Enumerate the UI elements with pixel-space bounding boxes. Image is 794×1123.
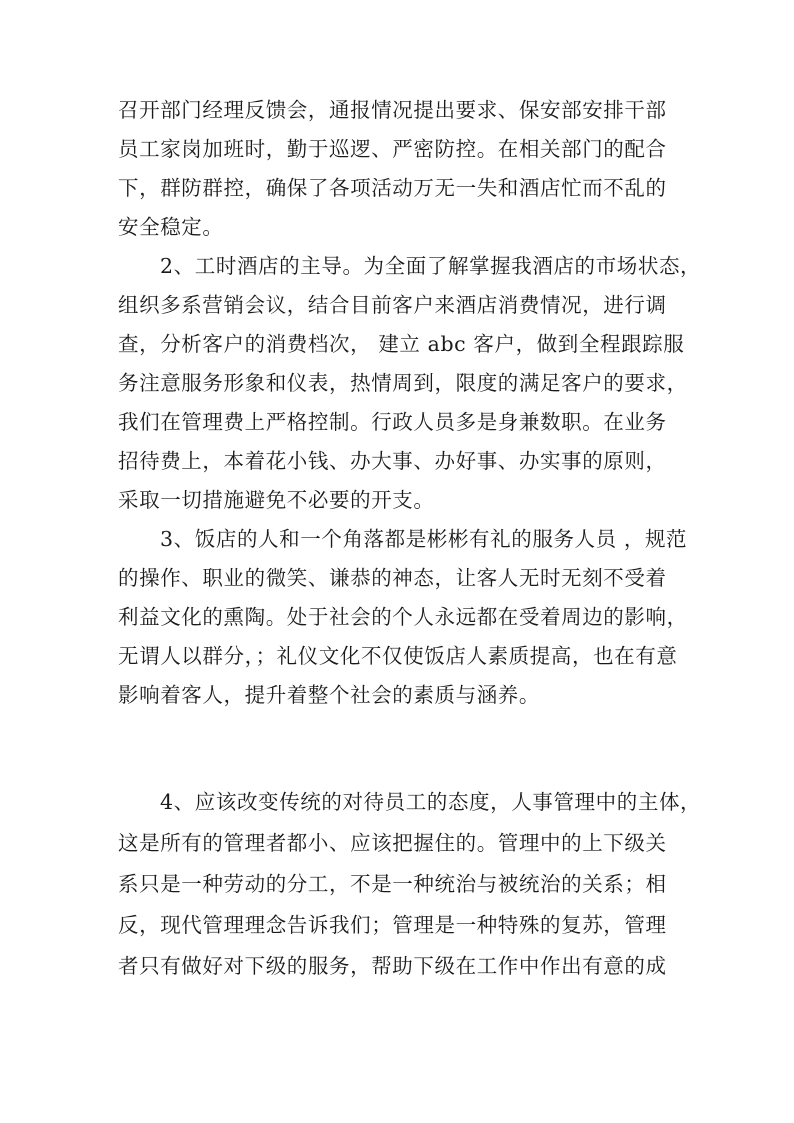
text-line: 召开部门经理反馈会，通报情况提出要求、保安部安排干部 [118, 98, 667, 122]
text-line: 反，现代管理理念告诉我们；管理是一种特殊的复苏，管理 [118, 913, 667, 937]
text-line: 招待费上，本着花小钱、办大事、办好事、办实事的原则， [118, 449, 667, 473]
text-line: 无谓人以群分，；礼仪文化不仅使饭店人素质提高，也在有意 [118, 644, 678, 668]
text-line: 的操作、职业的微笑、谦恭的神态，让客人无时无刻不受着 [118, 566, 667, 590]
text-line: 者只有做好对下级的服务，帮助下级在工作中作出有意的成 [118, 954, 667, 978]
text-line: 利益文化的熏陶。处于社会的个人永远都在受着周边的影响， [118, 605, 688, 629]
text-line: 采取一切措施避免不必要的开支。 [118, 488, 435, 512]
text-line: 查，分析客户的消费档次， 建立 abc 客户，做到全程跟踪服 [118, 332, 685, 356]
text-line: 员工家岗加班时，勤于巡逻、严密防控。在相关部门的配合 [118, 137, 667, 161]
paragraph-2-first-line: 2、工时酒店的主导。为全面了解掌握我酒店的市场状态， [160, 254, 702, 278]
paragraph-4-first-line: 4、应该改变传统的对待员工的态度，人事管理中的主体， [160, 790, 702, 814]
text-line: 我们在管理费上严格控制。行政人员多是身兼数职。在业务 [118, 410, 667, 434]
paragraph-3-first-line: 3、饭店的人和一个角落都是彬彬有礼的服务人员 ，规范 [160, 527, 688, 551]
text-line: 务注意服务形象和仪表，热情周到，限度的满足客户的要求， [118, 371, 688, 395]
text-line: 影响着客人，提升着整个社会的素质与涵养。 [118, 683, 540, 707]
text-line: 下，群防群控，确保了各项活动万无一失和酒店忙而不乱的 [118, 176, 667, 200]
text-line: 系只是一种劳动的分工，不是一种统治与被统治的关系；相 [118, 872, 667, 896]
text-line: 这是所有的管理者都小、应该把握住的。管理中的上下级关 [118, 831, 667, 855]
text-line: 组织多系营销会议，结合目前客户来酒店消费情况，进行调 [118, 293, 667, 317]
text-line: 安全稳定。 [118, 215, 224, 239]
